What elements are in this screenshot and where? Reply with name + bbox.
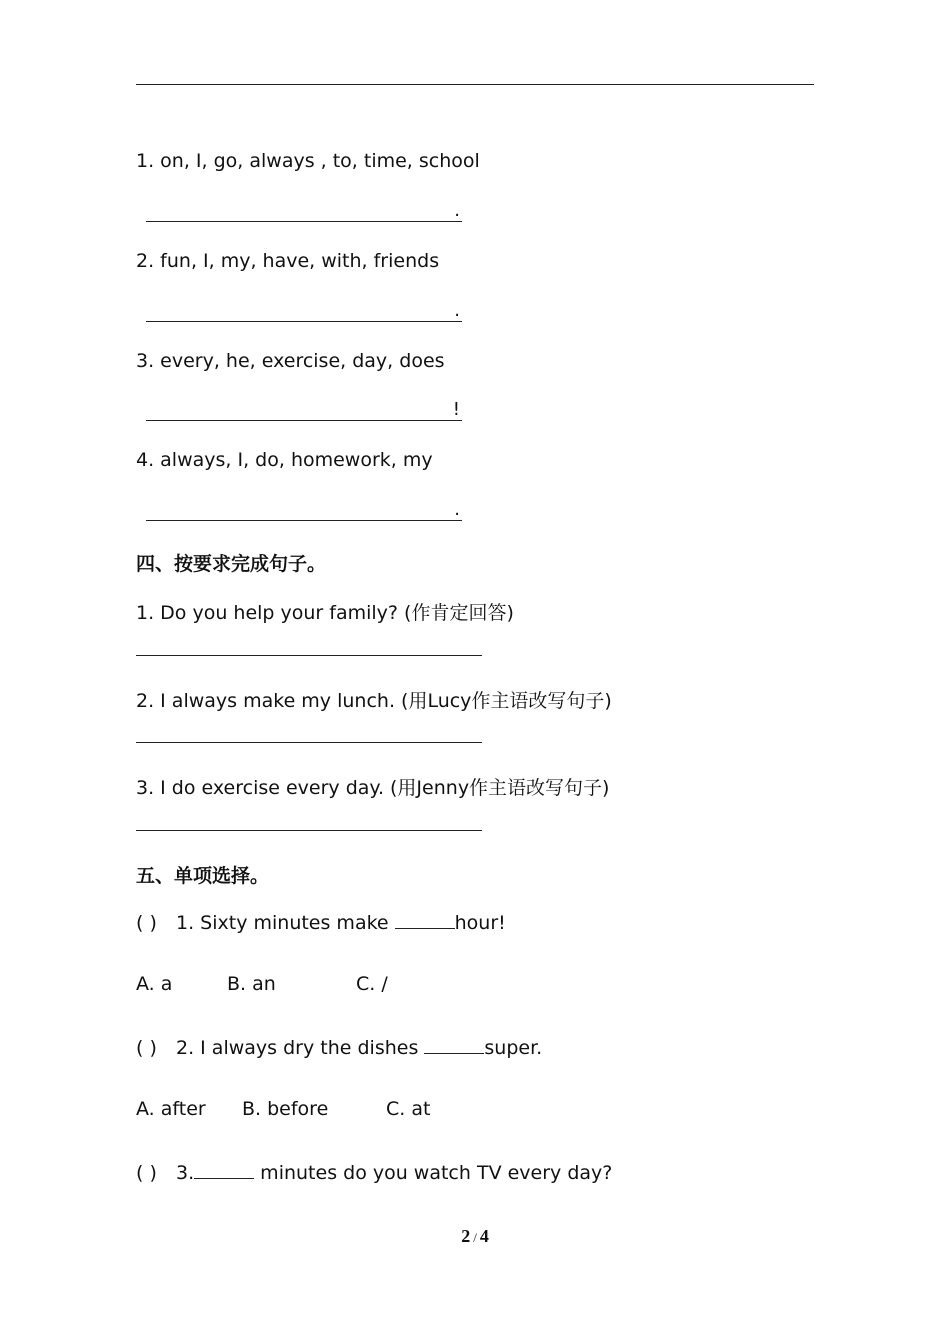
rearrange-item-4: 4. always, I, do, homework, my — [136, 449, 433, 471]
question-text-post: minutes do you watch TV every day? — [254, 1162, 613, 1184]
answer-rule — [146, 520, 462, 521]
answer-rule — [146, 420, 462, 421]
question-1 — [136, 910, 506, 934]
section-4-item-3: 3. I do exercise every day. (用Jenny作主语改写句子) — [136, 777, 610, 799]
question-3 — [136, 1160, 612, 1184]
answer-line-4[interactable] — [146, 497, 462, 521]
option-b[interactable]: B. an — [227, 973, 276, 995]
answer-line-2[interactable] — [146, 298, 462, 322]
option-c[interactable]: C. at — [386, 1098, 431, 1120]
answer-parentheses[interactable]: ( ) — [136, 1162, 157, 1184]
answer-rule — [146, 321, 462, 322]
rearrange-item-3: 3. every, he, exercise, day, does — [136, 350, 445, 372]
option-a[interactable]: A. after — [136, 1098, 206, 1120]
page-separator: / — [473, 1230, 477, 1245]
answer-end-punct: . — [454, 499, 460, 520]
answer-end-punct: ! — [452, 399, 460, 420]
answer-line[interactable] — [136, 655, 482, 656]
answer-rule — [146, 221, 462, 222]
section-5-title: 五、单项选择。 — [136, 865, 270, 887]
question-2 — [136, 1035, 542, 1059]
fill-blank[interactable] — [424, 1035, 484, 1054]
option-b[interactable]: B. before — [242, 1098, 329, 1120]
question-text-pre: 2. I always dry the dishes — [176, 1037, 425, 1059]
question-text-pre: 1. Sixty minutes make — [176, 912, 395, 934]
answer-line-3[interactable] — [146, 397, 462, 421]
answer-parentheses[interactable]: ( ) — [136, 1037, 157, 1059]
section-4-item-2: 2. I always make my lunch. (用Lucy作主语改写句子) — [136, 690, 612, 712]
question-text-pre: 3. — [176, 1162, 195, 1184]
answer-end-punct: . — [454, 200, 460, 221]
page-current: 2 — [461, 1226, 471, 1246]
page-total: 4 — [479, 1226, 489, 1246]
answer-line[interactable] — [136, 830, 482, 831]
answer-line-1[interactable] — [146, 198, 462, 222]
answer-line[interactable] — [136, 742, 482, 743]
option-a[interactable]: A. a — [136, 973, 173, 995]
answer-end-punct: . — [454, 300, 460, 321]
answer-parentheses[interactable]: ( ) — [136, 912, 157, 934]
page-number — [0, 1226, 950, 1247]
section-4-title: 四、按要求完成句子。 — [136, 553, 327, 575]
fill-blank[interactable] — [194, 1160, 254, 1179]
question-text-post: super. — [484, 1037, 543, 1059]
option-c[interactable]: C. / — [356, 973, 388, 995]
rearrange-item-1: 1. on, I, go, always , to, time, school — [136, 150, 480, 172]
rearrange-item-2: 2. fun, I, my, have, with, friends — [136, 250, 440, 272]
section-4-item-1: 1. Do you help your family? (作肯定回答) — [136, 602, 514, 624]
question-text-post: hour! — [454, 912, 506, 934]
fill-blank[interactable] — [395, 910, 455, 929]
header-rule — [136, 84, 814, 85]
